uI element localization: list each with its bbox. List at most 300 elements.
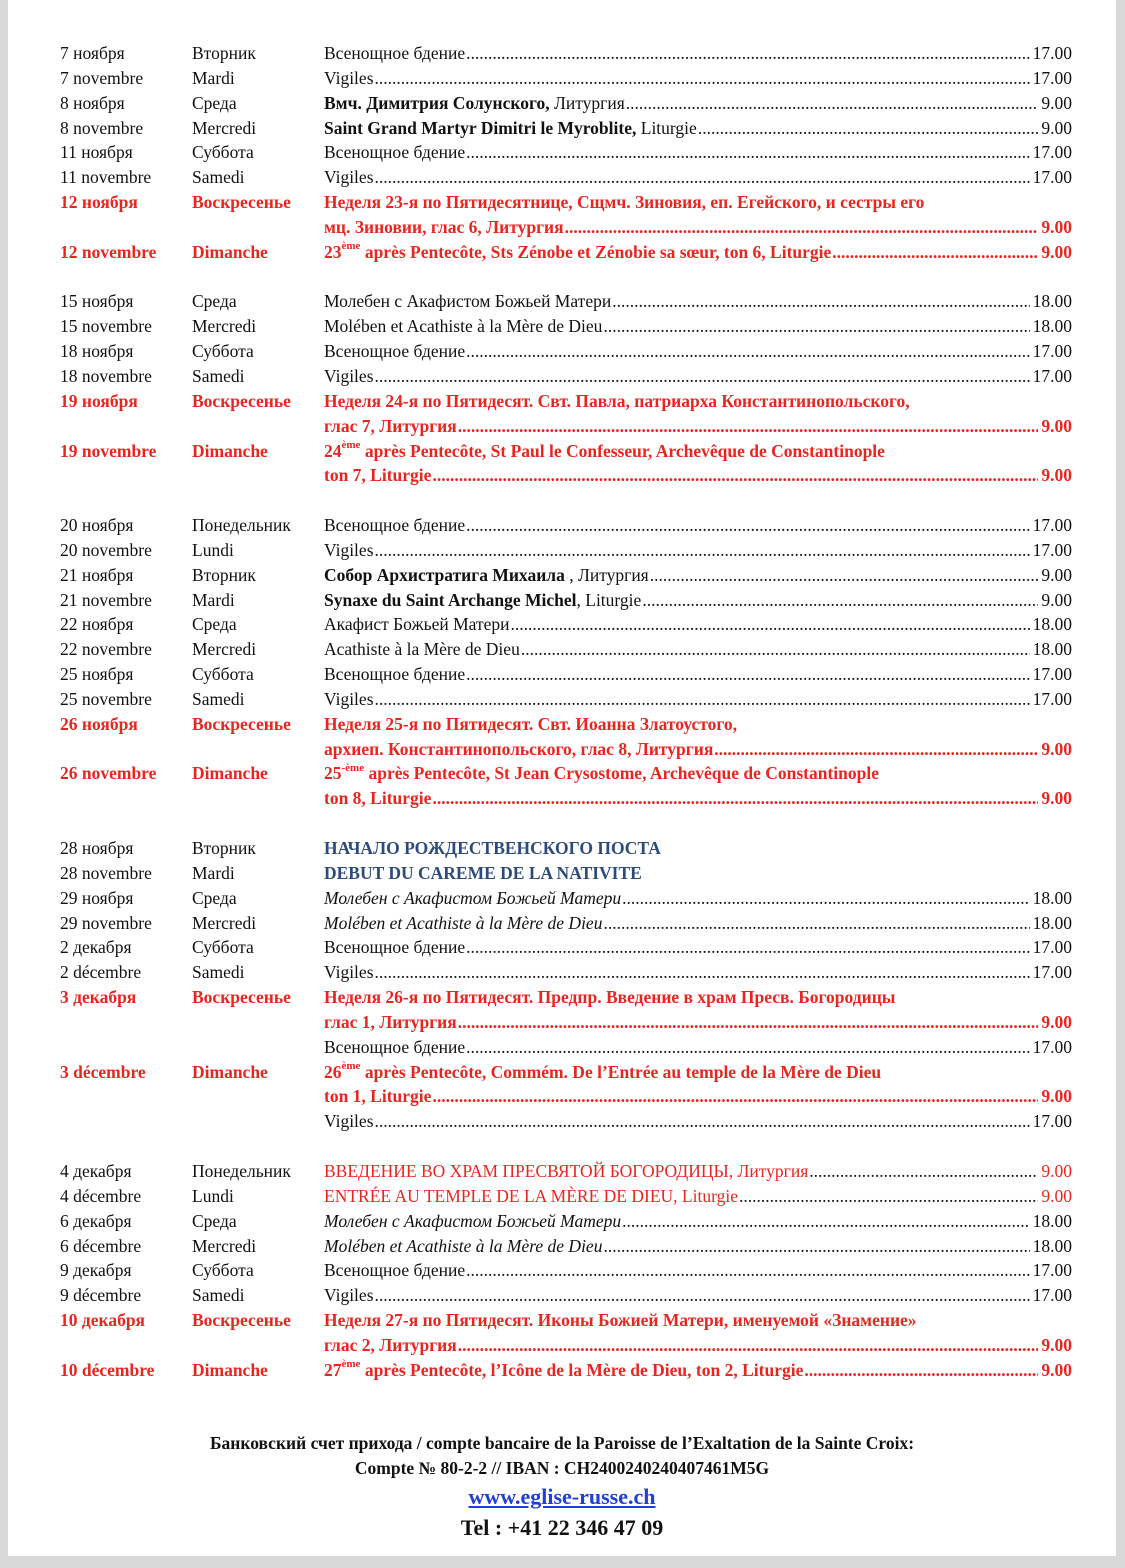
service-text	[324, 1358, 803, 1383]
service-part: 24	[324, 440, 342, 461]
row-service	[324, 1209, 1072, 1234]
service-text	[324, 985, 895, 1010]
service-text	[324, 1308, 917, 1333]
service-part: Molében et Acathiste à la Mère de Dieu	[324, 1235, 603, 1256]
row-time: 17.00	[1032, 539, 1072, 560]
service-text	[324, 1333, 457, 1358]
row-service	[324, 985, 1072, 1010]
row-weekday: Mercredi	[192, 912, 257, 933]
row-time: 18.00	[1032, 614, 1072, 635]
service-part: Неделя 23-я по Пятидесятнице, Сщмч. Зиновия, еп. Егейского, и сестры его	[324, 192, 925, 213]
row-date: 18 novembre	[60, 365, 152, 386]
schedule-row	[60, 761, 1072, 786]
service-text	[324, 1010, 457, 1035]
row-service	[324, 190, 1072, 215]
service-part: Molében et Acathiste à la Mère de Dieu	[324, 316, 603, 337]
row-time: 17.00	[1032, 43, 1072, 63]
row-service	[324, 935, 1072, 960]
dot-leader	[466, 662, 1030, 687]
service-text	[324, 240, 831, 265]
row-service	[324, 1109, 1072, 1134]
service-text	[324, 1060, 881, 1085]
schedule-row	[60, 1060, 1072, 1085]
service-part: Всенощное бдение	[324, 43, 466, 63]
service-text	[324, 439, 885, 464]
schedule-row	[60, 737, 1072, 762]
row-date: 6 декабря	[60, 1210, 132, 1231]
service-part: Всенощное бдение	[324, 937, 466, 958]
service-part: Vigiles	[324, 962, 374, 983]
row-service	[324, 140, 1072, 165]
schedule-row	[60, 339, 1072, 364]
service-part: ENTRÉE AU TEMPLE DE LA MÈRE DE DIEU, Liturgie	[324, 1185, 738, 1206]
telephone: Tel : +41 22 346 47 09	[460, 1515, 664, 1540]
row-service	[324, 116, 1072, 141]
service-text	[324, 215, 564, 240]
dot-leader	[804, 1358, 1038, 1383]
row-time: 9.00	[1041, 1359, 1072, 1380]
dot-leader	[466, 1035, 1030, 1060]
schedule-row	[60, 140, 1072, 165]
row-service	[324, 1258, 1072, 1283]
row-date: 26 novembre	[60, 763, 157, 784]
schedule-row	[60, 215, 1072, 240]
service-text	[324, 538, 374, 563]
schedule-row	[60, 836, 1072, 861]
dot-leader	[612, 289, 1029, 314]
row-service	[324, 339, 1072, 364]
row-time: 9.00	[1041, 1011, 1072, 1032]
schedule-row	[60, 1283, 1072, 1308]
schedule-row	[60, 1258, 1072, 1283]
service-text	[324, 935, 465, 960]
row-date: 22 ноября	[60, 614, 134, 635]
schedule-row	[60, 911, 1072, 936]
row-time: 9.00	[1041, 241, 1072, 262]
service-text	[324, 414, 457, 439]
row-service	[324, 463, 1072, 488]
dot-leader	[375, 960, 1030, 985]
row-date: 20 novembre	[60, 539, 152, 560]
section-gap	[60, 488, 1072, 513]
schedule-row	[60, 1358, 1072, 1383]
schedule-row	[60, 389, 1072, 414]
service-text	[324, 1184, 738, 1209]
row-service	[324, 761, 1072, 786]
schedule-row	[60, 960, 1072, 985]
row-date: 3 декабря	[60, 987, 137, 1008]
dot-leader	[466, 935, 1030, 960]
service-text	[324, 588, 641, 613]
schedule	[60, 41, 1072, 1383]
row-time: 18.00	[1032, 316, 1072, 337]
row-service	[324, 1358, 1072, 1383]
row-time: 9.00	[1041, 738, 1072, 759]
row-time: 9.00	[1041, 117, 1072, 138]
dot-leader	[521, 637, 1030, 662]
row-service	[324, 687, 1072, 712]
row-time: 18.00	[1032, 912, 1072, 933]
service-text	[324, 364, 374, 389]
dot-leader	[739, 1184, 1038, 1209]
schedule-row	[60, 364, 1072, 389]
row-service	[324, 612, 1072, 637]
row-date: 25 novembre	[60, 688, 152, 709]
schedule-row	[60, 1159, 1072, 1184]
row-date: 3 décembre	[60, 1061, 146, 1082]
dot-leader	[458, 414, 1039, 439]
service-text	[324, 1084, 431, 1109]
service-text	[324, 662, 465, 687]
schedule-row	[60, 414, 1072, 439]
service-text	[324, 960, 374, 985]
dot-leader	[714, 737, 1038, 762]
schedule-row	[60, 1308, 1072, 1333]
service-text	[324, 1234, 602, 1259]
row-service	[324, 165, 1072, 190]
service-text	[324, 140, 465, 165]
row-date: 4 décembre	[60, 1185, 142, 1206]
row-service	[324, 1283, 1072, 1308]
website-link[interactable]: www.eglise-russe.ch	[468, 1484, 656, 1509]
row-weekday: Понедельник	[192, 515, 291, 536]
row-date: 7 novembre	[60, 67, 144, 88]
schedule-row	[60, 1084, 1072, 1109]
row-date: 19 novembre	[60, 440, 157, 461]
row-time: 18.00	[1032, 1235, 1072, 1256]
row-service	[324, 960, 1072, 985]
row-date: 6 décembre	[60, 1235, 142, 1256]
row-service	[324, 662, 1072, 687]
service-part: Vigiles	[324, 1285, 374, 1306]
row-weekday: Среда	[192, 614, 237, 635]
service-part: глас 1, Литургия	[324, 1011, 457, 1032]
service-text	[324, 861, 642, 886]
row-weekday: Dimanche	[192, 763, 268, 784]
service-part: Литургия	[549, 92, 625, 113]
row-weekday: Samedi	[192, 365, 245, 386]
row-service	[324, 1159, 1072, 1184]
service-part: Molében et Acathiste à la Mère de Dieu	[324, 912, 603, 933]
row-service	[324, 240, 1072, 265]
service-text	[324, 339, 465, 364]
row-time: 17.00	[1032, 515, 1072, 536]
row-weekday: Dimanche	[192, 1359, 268, 1380]
row-service	[324, 538, 1072, 563]
service-part: après Pentecôte, l’Icône de la Mère de Dieu, ton 2, Liturgie	[360, 1359, 804, 1380]
row-weekday: Mercredi	[192, 316, 257, 337]
dot-leader	[626, 91, 1039, 116]
service-part: Собор Архистратига Михаила	[324, 564, 565, 585]
row-time: 9.00	[1041, 1185, 1072, 1206]
row-service	[324, 364, 1072, 389]
schedule-row	[60, 165, 1072, 190]
row-weekday: Воскресенье	[192, 192, 291, 213]
dot-leader	[466, 41, 1030, 66]
row-service	[324, 886, 1072, 911]
row-weekday: Lundi	[192, 1185, 234, 1206]
dot-leader	[698, 116, 1039, 141]
row-weekday: Mardi	[192, 589, 235, 610]
schedule-row	[60, 1209, 1072, 1234]
row-service	[324, 911, 1072, 936]
service-part: Неделя 25-я по Пятидесят. Свт. Иоанна Златоустого,	[324, 713, 738, 734]
dot-leader	[375, 1283, 1030, 1308]
row-weekday: Среда	[192, 1210, 237, 1231]
row-date: 15 novembre	[60, 316, 152, 337]
row-time: 18.00	[1032, 1210, 1072, 1231]
service-part: après Pentecôte, St Jean Crysostome, Archevêque de Constantinople	[364, 763, 879, 784]
row-date: 10 декабря	[60, 1310, 146, 1331]
service-part: Vigiles	[324, 1111, 374, 1132]
row-time: 17.00	[1032, 664, 1072, 685]
service-part: Acathiste à la Mère de Dieu	[324, 639, 520, 660]
service-text	[324, 836, 661, 861]
service-part: Saint Grand Martyr Dimitri le Myroblite,	[324, 117, 637, 138]
row-time: 9.00	[1041, 92, 1072, 113]
service-text	[324, 563, 649, 588]
row-time: 17.00	[1032, 365, 1072, 386]
dot-leader	[603, 1234, 1029, 1259]
schedule-row	[60, 439, 1072, 464]
row-date: 7 ноября	[60, 43, 125, 63]
dot-leader	[511, 612, 1030, 637]
service-text	[324, 1283, 374, 1308]
row-time: 18.00	[1032, 291, 1072, 312]
service-text	[324, 1109, 374, 1134]
row-date: 9 décembre	[60, 1285, 142, 1306]
schedule-row	[60, 935, 1072, 960]
dot-leader	[375, 165, 1030, 190]
row-date: 2 декабря	[60, 937, 132, 958]
service-part: DEBUT DU CAREME DE LA NATIVITE	[324, 862, 642, 883]
row-time: 9.00	[1041, 788, 1072, 809]
row-service	[324, 215, 1072, 240]
row-service	[324, 1084, 1072, 1109]
service-part: глас 2, Литургия	[324, 1334, 457, 1355]
row-time: 17.00	[1032, 142, 1072, 163]
row-service	[324, 563, 1072, 588]
row-service	[324, 314, 1072, 339]
service-text	[324, 712, 737, 737]
service-part: 27	[324, 1359, 342, 1380]
row-weekday: Суббота	[192, 1260, 254, 1281]
row-weekday: Среда	[192, 92, 237, 113]
row-date: 11 ноября	[60, 142, 133, 163]
row-date: 22 novembre	[60, 639, 152, 660]
row-time: 17.00	[1032, 1111, 1072, 1132]
iban: Compte № 80-2-2 // IBAN : CH2400240240407461M5G	[354, 1458, 770, 1478]
dot-leader	[832, 240, 1038, 265]
service-text	[324, 737, 713, 762]
row-time: 17.00	[1032, 1260, 1072, 1281]
row-date: 12 ноября	[60, 192, 138, 213]
service-text	[324, 911, 602, 936]
row-weekday: Dimanche	[192, 1061, 268, 1082]
dot-leader	[375, 687, 1030, 712]
service-part: Vigiles	[324, 365, 374, 386]
dot-leader	[642, 588, 1038, 613]
row-date: 29 novembre	[60, 912, 152, 933]
service-text	[324, 190, 924, 215]
service-part: Всенощное бдение	[324, 341, 466, 362]
dot-leader	[375, 1109, 1030, 1134]
row-date: 28 ноября	[60, 838, 134, 858]
schedule-row	[60, 314, 1072, 339]
row-service	[324, 786, 1072, 811]
row-service	[324, 439, 1072, 464]
row-date: 12 novembre	[60, 241, 157, 262]
service-part: мц. Зиновии, глас 6, Литургия	[324, 216, 564, 237]
dot-leader	[432, 786, 1038, 811]
service-part: , Liturgie	[576, 589, 642, 610]
row-time: 9.00	[1041, 415, 1072, 436]
service-part: Vigiles	[324, 539, 374, 560]
bank-account-label: Банковский счет прихода / compte bancaire de la Paroisse de l’Exaltation de la Sainte Croix:	[209, 1433, 915, 1453]
schedule-row	[60, 1010, 1072, 1035]
schedule-row	[60, 190, 1072, 215]
row-time: 9.00	[1041, 465, 1072, 486]
service-text	[324, 886, 621, 911]
service-part: Молебен с Акафистом Божьей Матери	[324, 887, 622, 908]
row-weekday: Samedi	[192, 688, 245, 709]
row-service	[324, 289, 1072, 314]
row-weekday: Mercredi	[192, 117, 257, 138]
row-time: 17.00	[1032, 937, 1072, 958]
dot-leader	[432, 463, 1038, 488]
dot-leader	[622, 886, 1029, 911]
row-time: 17.00	[1032, 167, 1072, 188]
ordinal-suffix: ème	[341, 1357, 361, 1370]
row-service	[324, 1308, 1072, 1333]
service-part: après Pentecôte, St Paul le Confesseur, Archevêque de Constantinople	[360, 440, 885, 461]
service-text	[324, 116, 697, 141]
ordinal-suffix: ème	[341, 438, 361, 451]
schedule-row	[60, 861, 1072, 886]
row-weekday: Воскресенье	[192, 987, 291, 1008]
row-service	[324, 1060, 1072, 1085]
service-part: Вмч. Димитрия Солунского,	[324, 92, 550, 113]
row-date: 15 ноября	[60, 291, 134, 312]
dot-leader	[650, 563, 1039, 588]
row-weekday: Вторник	[192, 838, 256, 858]
row-time: 9.00	[1041, 564, 1072, 585]
schedule-row	[60, 985, 1072, 1010]
row-weekday: Понедельник	[192, 1160, 291, 1181]
service-part: 25	[324, 763, 342, 784]
row-weekday: Dimanche	[192, 241, 268, 262]
schedule-row	[60, 637, 1072, 662]
row-weekday: Samedi	[192, 1285, 245, 1306]
schedule-row	[60, 712, 1072, 737]
section-gap	[60, 1134, 1072, 1159]
service-part: ton 8, Liturgie	[324, 788, 432, 809]
service-part: Всенощное бдение	[324, 1036, 466, 1057]
schedule-row	[60, 563, 1072, 588]
schedule-row	[60, 116, 1072, 141]
dot-leader	[466, 140, 1030, 165]
service-part: ton 1, Liturgie	[324, 1086, 432, 1107]
row-date: 9 декабря	[60, 1260, 132, 1281]
schedule-row	[60, 612, 1072, 637]
dot-leader	[375, 66, 1030, 91]
row-date: 8 ноября	[60, 92, 125, 113]
service-part: Акафист Божьей Матери	[324, 614, 510, 635]
row-time: 17.00	[1032, 1285, 1072, 1306]
row-weekday: Среда	[192, 887, 237, 908]
row-service	[324, 91, 1072, 116]
row-weekday: Mardi	[192, 67, 235, 88]
dot-leader	[375, 364, 1030, 389]
row-date: 19 ноября	[60, 390, 138, 411]
service-text	[324, 165, 374, 190]
service-part: 26	[324, 1061, 342, 1082]
row-service	[324, 861, 1072, 886]
service-part: Synaxe du Saint Archange Michel	[324, 589, 577, 610]
row-service	[324, 389, 1072, 414]
service-part: Неделя 27-я по Пятидесят. Иконы Божией Матери, именуемой «Знамение»	[324, 1310, 917, 1331]
schedule-row	[60, 240, 1072, 265]
row-time: 9.00	[1041, 1334, 1072, 1355]
row-date: 25 ноября	[60, 664, 134, 685]
dot-leader	[432, 1084, 1038, 1109]
row-service	[324, 414, 1072, 439]
schedule-row	[60, 786, 1072, 811]
row-weekday: Суббота	[192, 664, 254, 685]
row-time: 9.00	[1041, 216, 1072, 237]
dot-leader	[622, 1209, 1029, 1234]
row-service	[324, 1184, 1072, 1209]
dot-leader	[603, 314, 1029, 339]
row-weekday: Воскресенье	[192, 390, 291, 411]
dot-leader	[466, 1258, 1030, 1283]
row-date: 11 novembre	[60, 167, 152, 188]
dot-leader	[809, 1159, 1038, 1184]
row-weekday: Mardi	[192, 862, 235, 883]
row-service	[324, 1035, 1072, 1060]
row-time: 18.00	[1032, 887, 1072, 908]
row-date: 18 ноября	[60, 341, 134, 362]
service-text	[324, 1258, 465, 1283]
row-date: 4 декабря	[60, 1160, 132, 1181]
schedule-row	[60, 66, 1072, 91]
service-text	[324, 637, 520, 662]
row-weekday: Вторник	[192, 564, 256, 585]
row-weekday: Воскресенье	[192, 1310, 291, 1331]
dot-leader	[458, 1333, 1039, 1358]
service-text	[324, 314, 602, 339]
service-text	[324, 41, 465, 66]
schedule-row	[60, 687, 1072, 712]
row-time: 9.00	[1041, 1160, 1072, 1181]
dot-leader	[375, 538, 1030, 563]
ordinal-suffix: ème	[341, 239, 361, 252]
service-text	[324, 1035, 465, 1060]
row-weekday: Mercredi	[192, 639, 257, 660]
row-time: 17.00	[1032, 688, 1072, 709]
row-service	[324, 1234, 1072, 1259]
row-time: 17.00	[1032, 1036, 1072, 1057]
service-part: après Pentecôte, Commém. De l’Entrée au temple de la Mère de Dieu	[360, 1061, 882, 1082]
service-text	[324, 1209, 621, 1234]
website-line	[8, 1484, 1116, 1510]
row-service	[324, 637, 1072, 662]
service-text	[324, 761, 879, 786]
row-date: 26 ноября	[60, 713, 138, 734]
service-text	[324, 389, 910, 414]
row-service	[324, 836, 1072, 861]
service-part: Vigiles	[324, 67, 374, 88]
